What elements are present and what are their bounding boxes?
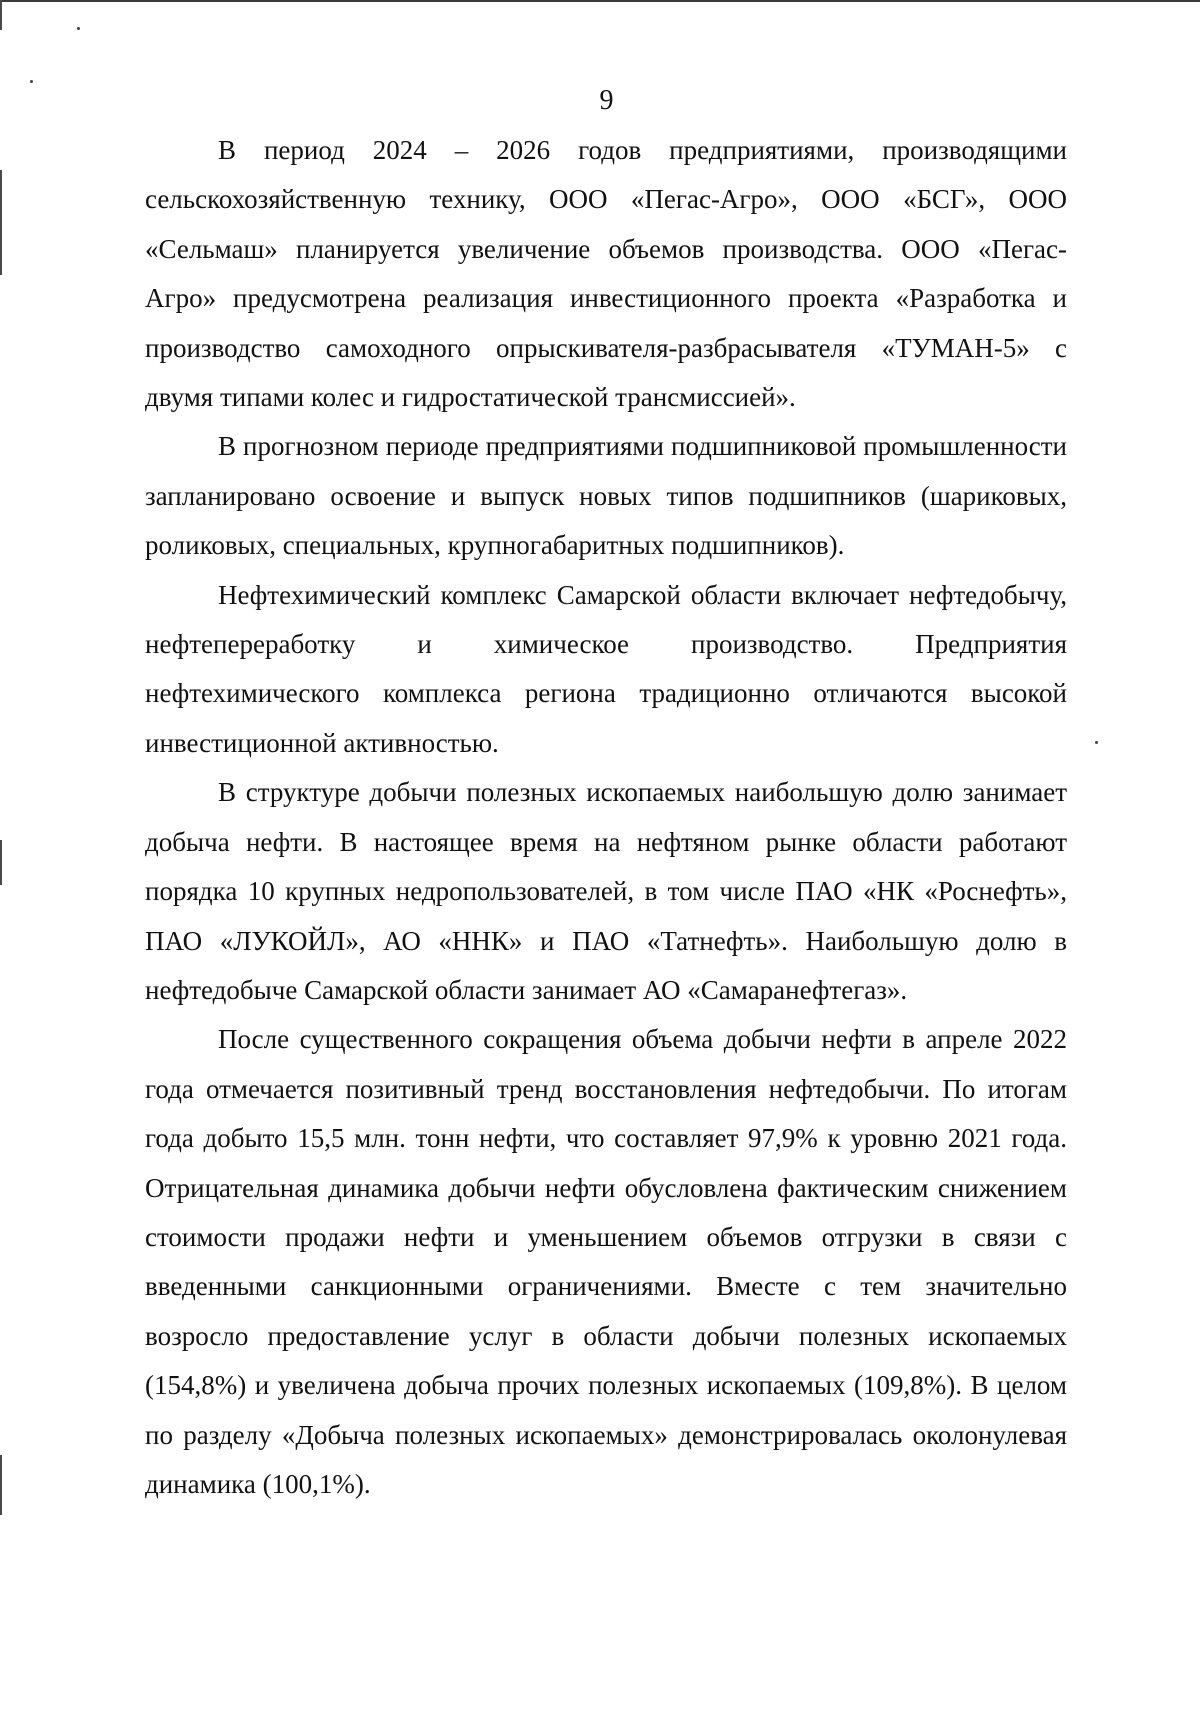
paragraph-oil-extraction-structure: В структуре добычи полезных ископаемых наибольшую долю занимает добыча нефти. В настоящее время на нефтяном рынке области работают порядка 10 крупных недропользователей, в том числе ПАО «НК «Роснефть», ПАО «ЛУКОЙЛ», АО «ННК» и ПАО «Татнефть». Наибольшую долю в нефтедобыче Самарской области занимает АО «Самаранефтегаз». <box>145 777 1067 1005</box>
paragraph-petrochemical-complex: Нефтехимический комплекс Самарской области включает нефтедобычу, нефтепереработку и химическое производство. Предприятия нефтехимического комплекса региона традиционно отличаются высокой инвестиционной активностью. <box>145 579 1067 758</box>
document-body <box>145 126 1067 1509</box>
scan-border-left <box>0 0 2 30</box>
paragraph-bearing-industry: В прогнозном периоде предприятиями подшипниковой промышленности запланировано освоение и выпуск новых типов подшипников (шариковых, роликовых, специальных, крупногабаритных подшипников). <box>145 431 1067 561</box>
scan-border-left <box>0 840 2 885</box>
paragraph-oil-production-dynamics: После существенного сокращения объема добычи нефти в апреле 2022 года отмечается позитивный тренд восстановления нефтедобычи. По итогам года добыто 15,5 млн. тонн нефти, что составляет 97,9% к уровню 2021 года. Отрицательная динамика добычи нефти обусловлена фактическим снижением стоимости продажи нефти и уменьшением объемов отгрузки в связи с введенными санкционными ограничениями. Вместе с тем значительно возросло предоставление услуг в области добычи полезных ископаемых (154,8%) и увеличена добыча прочих полезных ископаемых (109,8%). В целом по разделу «Добыча полезных ископаемых» демонстрировалась околонулевая динамика (100,1%). <box>145 1024 1067 1499</box>
scan-border-left <box>0 170 2 275</box>
page-number: 9 <box>599 85 614 116</box>
paragraph-agricultural-machinery: В период 2024 – 2026 годов предприятиями, производящими сельскохозяйственную технику, ООО «Пегас-Агро», ООО «БСГ», ООО «Сельмаш» планируется увеличение объемов производства. ООО «Пегас-Агро» предусмотрена реализация инвестиционного проекта «Разработка и производство самоходного опрыскивателя-разбрасывателя «ТУМАН-5» с двумя типами колес и гидростатической трансмиссией». <box>145 135 1067 413</box>
scan-speck <box>1095 741 1098 744</box>
scan-speck <box>30 80 33 83</box>
scan-speck <box>77 27 80 30</box>
scan-border-top <box>0 0 1200 2</box>
scan-border-left <box>0 1455 2 1515</box>
